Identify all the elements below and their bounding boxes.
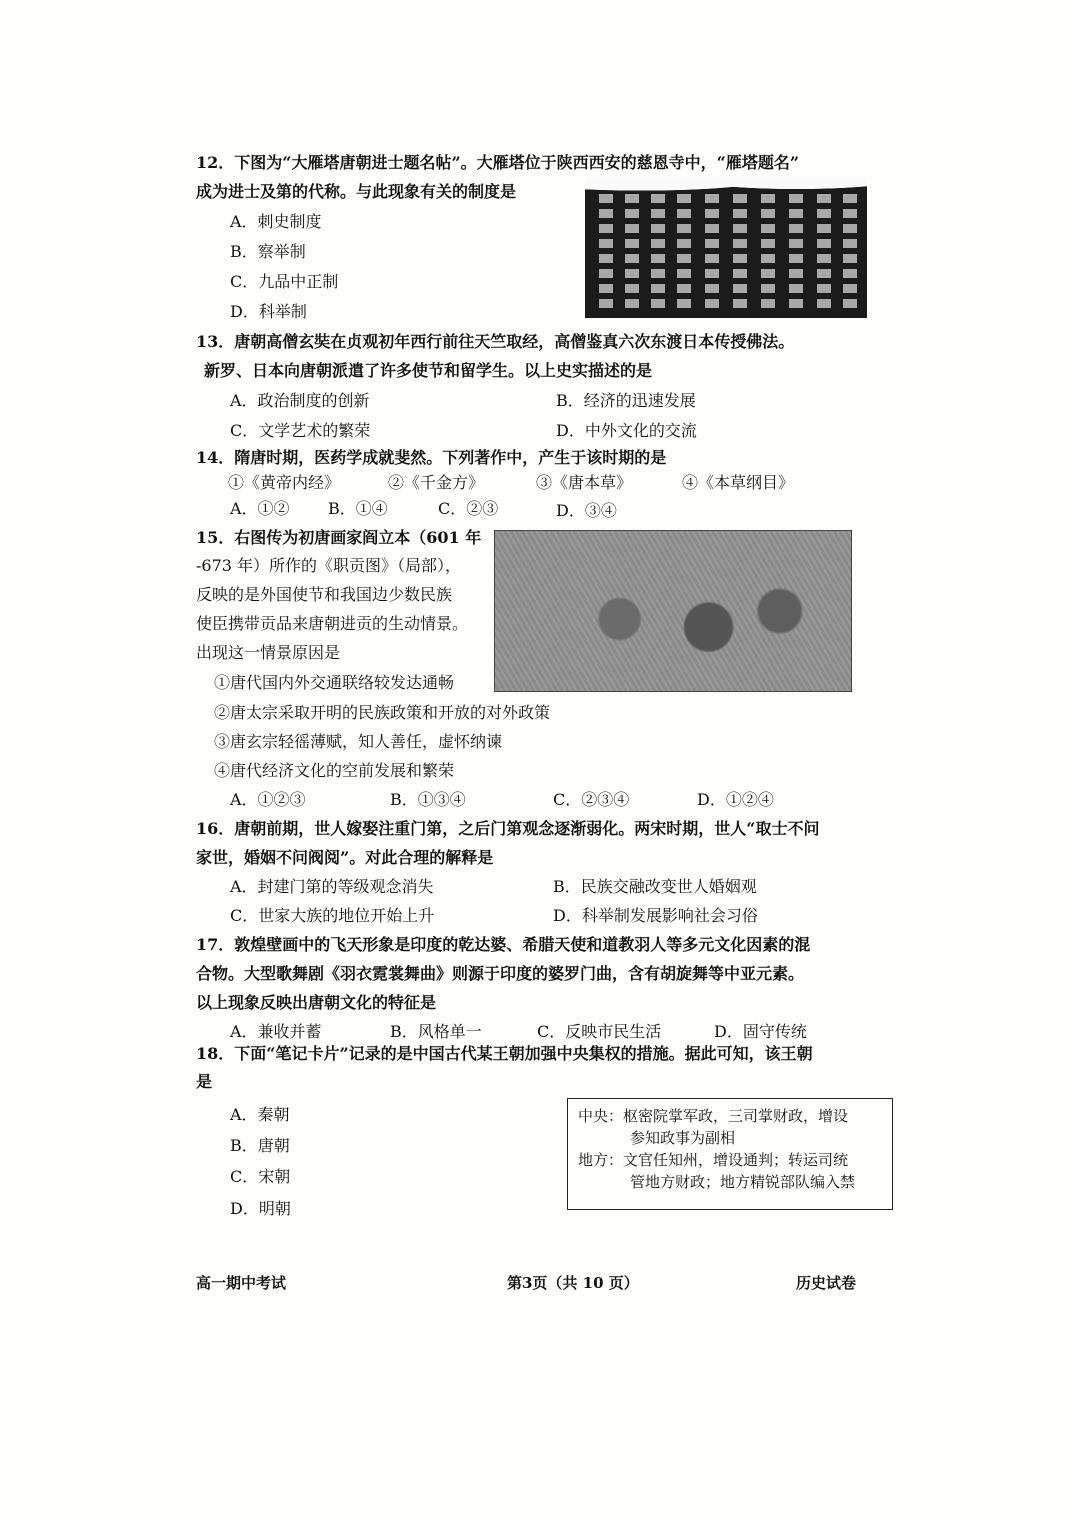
q15-option-c: C．②③④: [553, 790, 630, 809]
q17-stem-line1: 17．敦煌壁画中的飞天形象是印度的乾达婆、希腊天使和道教羽人等多元文化因素的混: [196, 935, 811, 954]
q13-option-c: C．文学艺术的繁荣: [230, 421, 371, 440]
q16-option-c: C．世家大族的地位开始上升: [230, 906, 435, 925]
q14-option-a: A．①②: [230, 499, 290, 518]
note-card-line1: 中央：枢密院掌军政，三司掌财政，增设: [578, 1107, 849, 1125]
q15-option-b: B．①③④: [390, 790, 466, 809]
q12-option-b: B．察举制: [230, 242, 306, 261]
q14-item-4: ④《本草纲目》: [682, 473, 795, 492]
q12-option-c: C．九品中正制: [230, 272, 339, 291]
q14-item-1: ①《黄帝内经》: [228, 473, 341, 492]
q18-option-c: C．宋朝: [230, 1167, 291, 1186]
q13-option-a: A．政治制度的创新: [230, 391, 370, 410]
q16-stem-line2: 家世，婚姻不问阀阅”。对此合理的解释是: [196, 848, 494, 867]
q18-option-d: D．明朝: [230, 1199, 291, 1218]
q13-option-d: D．中外文化的交流: [556, 421, 697, 440]
q18-option-b: B．唐朝: [230, 1136, 290, 1155]
q15-stem-line1: 15．右图传为初唐画家阎立本（601 年: [196, 528, 482, 547]
q15-item-1: ①唐代国内外交通联络较发达通畅: [214, 673, 455, 692]
q16-option-d: D．科举制发展影响社会习俗: [553, 906, 758, 925]
q16-stem-line1: 16．唐朝前期，世人嫁娶注重门第，之后门第观念逐渐弱化。两宋时期，世人“取士不问: [196, 819, 820, 838]
note-card-line3: 地方：文官任知州，增设通判；转运司统: [578, 1151, 849, 1169]
dayanta-inscription-photo: [585, 178, 867, 318]
q16-option-b: B．民族交融改变世人婚姻观: [553, 877, 757, 896]
q12-option-d: D．科举制: [230, 302, 307, 321]
q13-stem-line2: 新罗、日本向唐朝派遣了许多使节和留学生。以上史实描述的是: [204, 361, 653, 380]
q16-option-a: A．封建门第的等级观念消失: [230, 877, 434, 896]
q15-item-2: ②唐太宗采取开明的民族政策和开放的对外政策: [214, 703, 551, 722]
q14-item-3: ③《唐本草》: [536, 473, 633, 492]
q17-option-a: A．兼收并蓄: [230, 1022, 322, 1041]
q15-item-4: ④唐代经济文化的空前发展和繁荣: [214, 761, 455, 780]
footer-exam-name: 高一期中考试: [196, 1274, 287, 1292]
q13-option-b: B．经济的迅速发展: [556, 391, 696, 410]
q17-option-b: B．风格单一: [390, 1022, 482, 1041]
q14-option-b: B．①④: [328, 499, 388, 518]
note-card: [567, 1098, 893, 1210]
note-card-line4: 管地方财政；地方精锐部队编入禁: [630, 1173, 856, 1191]
q15-stem-line2: -673 年）所作的《职贡图》（局部），: [196, 556, 462, 575]
q14-option-d: D．③④: [556, 501, 617, 520]
q17-option-d: D．固守传统: [714, 1022, 807, 1041]
q12-stem-line1: 12．下图为“大雁塔唐朝进士题名帖”。大雁塔位于陕西西安的慈恩寺中，“雁塔题名”: [196, 153, 800, 172]
q15-stem-line5: 出现这一情景原因是: [196, 643, 341, 662]
q13-stem-line1: 13．唐朝高僧玄奘在贞观初年西行前往天竺取经，高僧鉴真六次东渡日本传授佛法。: [196, 332, 795, 351]
q18-stem-line1: 18．下面“笔记卡片”记录的是中国古代某王朝加强中央集权的措施。据此可知，该王朝: [196, 1044, 813, 1063]
q17-stem-line2: 合物。大型歌舞剧《羽衣霓裳舞曲》则源于印度的婆罗门曲，含有胡旋舞等中亚元素。: [196, 964, 805, 983]
note-card-line2: 参知政事为副相: [630, 1129, 736, 1147]
footer-page-number: 第3页（共 10 页）: [507, 1274, 639, 1292]
footer-subject: 历史试卷: [796, 1274, 857, 1292]
zhigong-painting-photo: [494, 530, 852, 692]
q14-item-2: ②《千金方》: [388, 473, 485, 492]
q12-stem-line2: 成为进士及第的代称。与此现象有关的制度是: [196, 182, 517, 201]
q15-stem-line4: 使臣携带贡品来唐朝进贡的生动情景。: [196, 614, 469, 633]
q17-option-c: C．反映市民生活: [537, 1022, 662, 1041]
q12-option-a: A．刺史制度: [230, 212, 322, 231]
q17-stem-line3: 以上现象反映出唐朝文化的特征是: [196, 993, 437, 1012]
q14-option-c: C．②③: [438, 499, 499, 518]
q14-stem: 14．隋唐时期，医药学成就斐然。下列著作中，产生于该时期的是: [196, 448, 667, 467]
q15-item-3: ③唐玄宗轻徭薄赋，知人善任，虚怀纳谏: [214, 732, 503, 751]
q18-stem-line2: 是: [196, 1072, 213, 1091]
q15-option-d: D．①②④: [697, 790, 774, 809]
q18-option-a: A．秦朝: [230, 1105, 290, 1124]
q15-stem-line3: 反映的是外国使节和我国边少数民族: [196, 585, 453, 604]
q15-option-a: A．①②③: [230, 790, 306, 809]
